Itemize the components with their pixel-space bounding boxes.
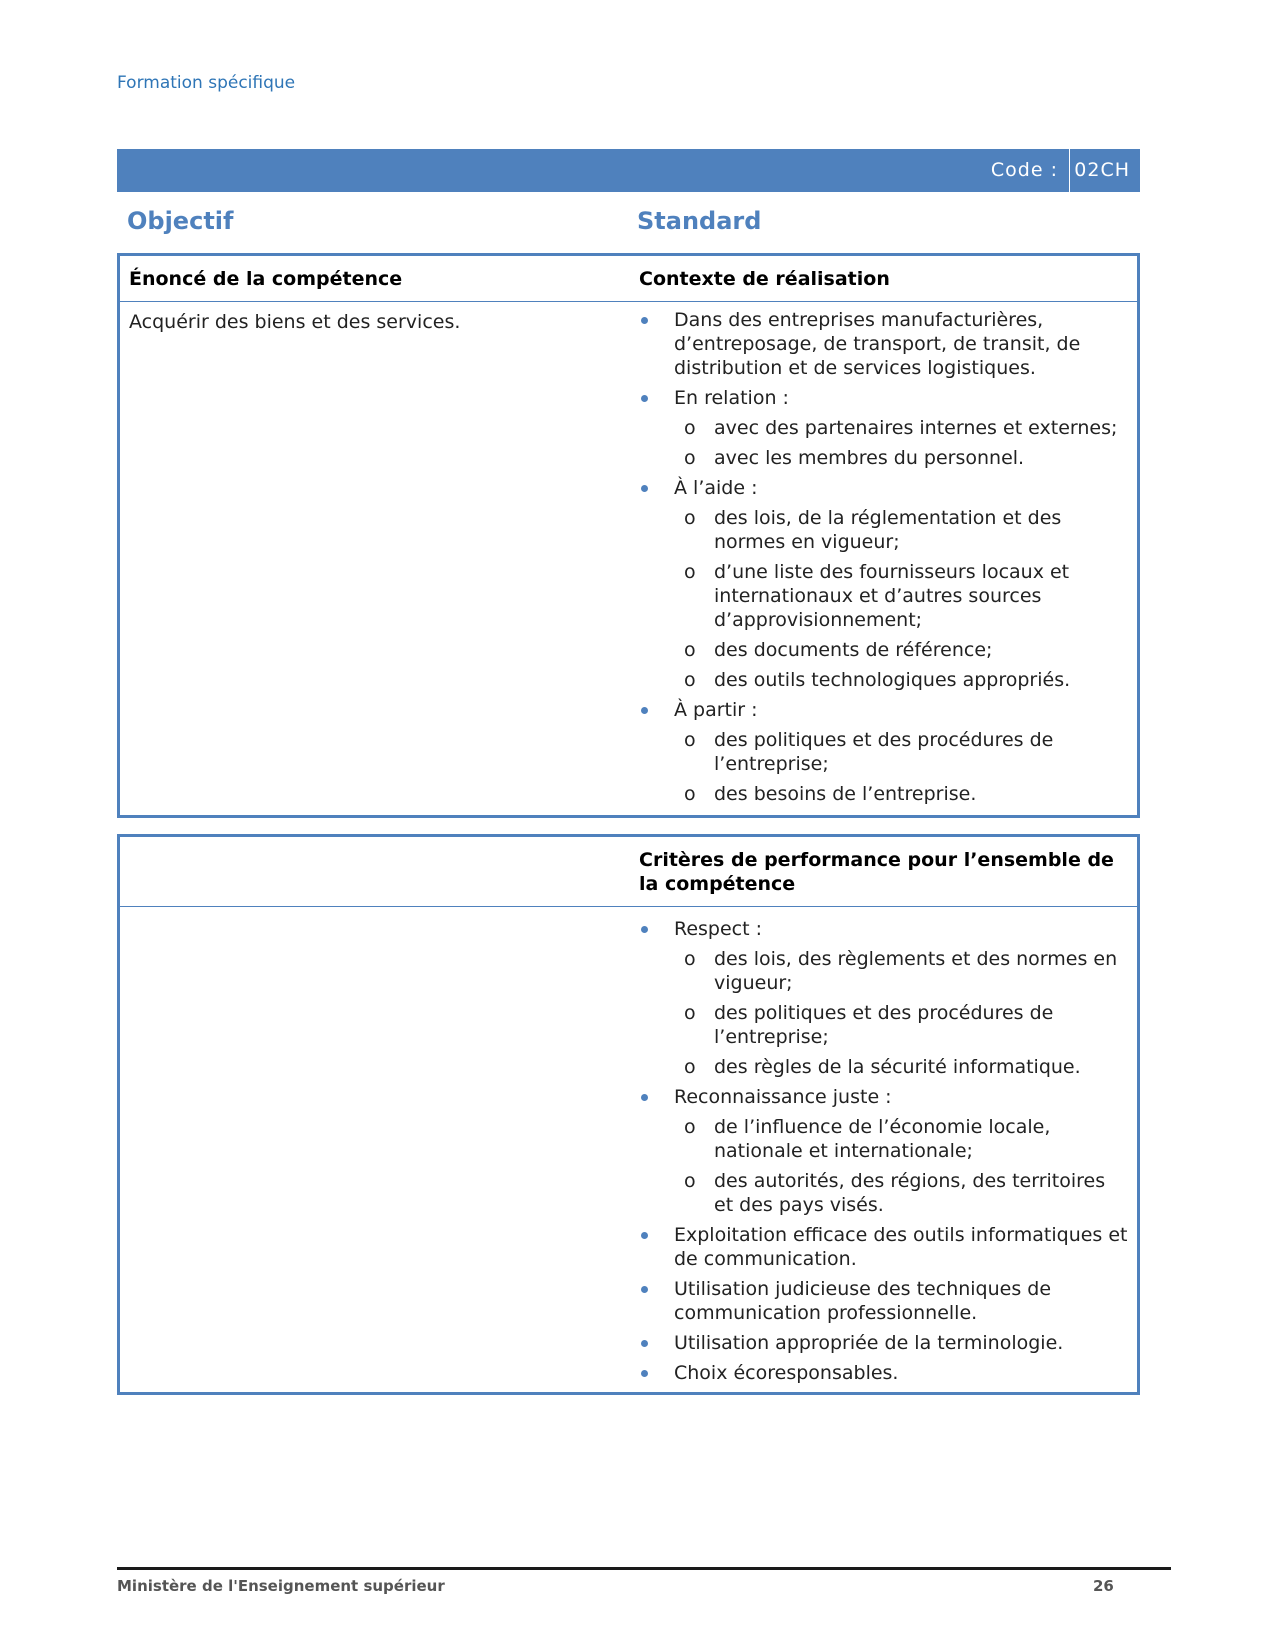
criteria-list bbox=[639, 917, 1129, 1391]
sub-list-item-text: des documents de référence; bbox=[714, 639, 993, 661]
sub-list-item-text: d’une liste des fournisseurs locaux et internationaux et d’autres sources d’approvisionnement; bbox=[714, 561, 1070, 631]
sub-bullet-marker: o bbox=[684, 507, 696, 529]
bullet-icon bbox=[641, 926, 648, 933]
list-item bbox=[639, 1361, 1129, 1385]
code-label: Code : bbox=[990, 159, 1058, 181]
objectif-title: Objectif bbox=[127, 207, 234, 235]
list-item bbox=[639, 698, 1129, 806]
bullet-icon bbox=[641, 707, 648, 714]
sub-list-item-text: de l’influence de l’économie locale, nationale et internationale; bbox=[714, 1116, 1051, 1162]
code-value: 02CH bbox=[1074, 159, 1130, 181]
bullet-icon bbox=[641, 1286, 648, 1293]
statement-header: Énoncé de la compétence bbox=[129, 268, 403, 290]
sub-list-item-text: des autorités, des régions, des territoires et des pays visés. bbox=[714, 1170, 1106, 1216]
sub-list-item-text: des lois, des règlements et des normes en vigueur; bbox=[714, 948, 1118, 994]
performance-criteria-table bbox=[117, 834, 1140, 1395]
sub-list-item bbox=[674, 1001, 1129, 1049]
sub-bullet-marker: o bbox=[684, 447, 696, 469]
sub-list-item bbox=[674, 416, 1129, 440]
bullet-icon bbox=[641, 1094, 648, 1101]
sub-bullet-marker: o bbox=[684, 1056, 696, 1078]
list-item-text: Respect : bbox=[674, 918, 763, 940]
sub-list-item bbox=[674, 668, 1129, 692]
sub-bullet-marker: o bbox=[684, 1002, 696, 1024]
sub-list-item-text: des outils technologiques appropriés. bbox=[714, 669, 1071, 691]
list-item bbox=[639, 308, 1129, 380]
bullet-icon bbox=[641, 1232, 648, 1239]
sub-bullet-marker: o bbox=[684, 729, 696, 751]
list-item bbox=[639, 386, 1129, 470]
list-item-text: Utilisation appropriée de la terminologie. bbox=[674, 1332, 1064, 1354]
sub-list-item-text: des besoins de l’entreprise. bbox=[714, 783, 977, 805]
list-item bbox=[639, 476, 1129, 692]
list-item bbox=[639, 1223, 1129, 1271]
bullet-icon bbox=[641, 395, 648, 402]
code-separator bbox=[1069, 149, 1070, 192]
list-item-text: Utilisation judicieuse des techniques de communication professionnelle. bbox=[674, 1278, 1052, 1324]
standard-title: Standard bbox=[637, 207, 762, 235]
bullet-icon bbox=[641, 1340, 648, 1347]
sub-list-item-text: avec des partenaires internes et externes; bbox=[714, 417, 1118, 439]
context-list bbox=[639, 308, 1129, 812]
list-item-text: Reconnaissance juste : bbox=[674, 1086, 892, 1108]
sub-bullet-marker: o bbox=[684, 1170, 696, 1192]
table-header-row bbox=[120, 256, 1137, 302]
sub-bullet-marker: o bbox=[684, 417, 696, 439]
list-item-text: À partir : bbox=[674, 699, 758, 721]
sub-bullet-marker: o bbox=[684, 669, 696, 691]
footer-ministry: Ministère de l'Enseignement supérieur bbox=[117, 1577, 445, 1595]
sub-list-item bbox=[674, 782, 1129, 806]
code-bar bbox=[117, 149, 1140, 192]
sub-bullet-marker: o bbox=[684, 561, 696, 583]
sub-list-item-text: des lois, de la réglementation et des normes en vigueur; bbox=[714, 507, 1062, 553]
page-number: 26 bbox=[1093, 1577, 1114, 1595]
list-item bbox=[639, 1277, 1129, 1325]
sub-list bbox=[674, 506, 1129, 692]
list-item-text: Choix écoresponsables. bbox=[674, 1362, 899, 1384]
list-item-text: Exploitation efficace des outils informatiques et de communication. bbox=[674, 1224, 1128, 1270]
sub-bullet-marker: o bbox=[684, 948, 696, 970]
competence-statement: Acquérir des biens et des services. bbox=[129, 311, 461, 333]
list-item bbox=[639, 917, 1129, 1079]
sub-list-item-text: des politiques et des procédures de l’entreprise; bbox=[714, 1002, 1054, 1048]
bullet-icon bbox=[641, 1370, 648, 1377]
sub-list-item bbox=[674, 446, 1129, 470]
bullet-icon bbox=[641, 317, 648, 324]
list-item-text: En relation : bbox=[674, 387, 789, 409]
sub-bullet-marker: o bbox=[684, 1116, 696, 1138]
sub-list bbox=[674, 1115, 1129, 1217]
sub-list-item bbox=[674, 638, 1129, 662]
sub-list-item bbox=[674, 506, 1129, 554]
list-item bbox=[639, 1085, 1129, 1217]
sub-bullet-marker: o bbox=[684, 783, 696, 805]
table-header-row bbox=[120, 837, 1137, 907]
sub-list-item bbox=[674, 1169, 1129, 1217]
bullet-icon bbox=[641, 485, 648, 492]
list-item-text: Dans des entreprises manufacturières, d’entreposage, de transport, de transit, de distribution et de services logistiques. bbox=[674, 309, 1081, 379]
sub-list bbox=[674, 947, 1129, 1079]
sub-list-item bbox=[674, 728, 1129, 776]
sub-bullet-marker: o bbox=[684, 639, 696, 661]
sub-list-item bbox=[674, 1115, 1129, 1163]
sub-list-item bbox=[674, 560, 1129, 632]
list-item bbox=[639, 1331, 1129, 1355]
sub-list-item-text: des règles de la sécurité informatique. bbox=[714, 1056, 1081, 1078]
criteria-header: Critères de performance pour l’ensemble de la compétence bbox=[639, 849, 1114, 895]
sub-list-item-text: avec les membres du personnel. bbox=[714, 447, 1025, 469]
running-head: Formation spécifique bbox=[117, 73, 296, 93]
context-header: Contexte de réalisation bbox=[639, 268, 890, 290]
competence-context-table bbox=[117, 253, 1140, 818]
list-item-text: À l’aide : bbox=[674, 477, 758, 499]
sub-list-item bbox=[674, 947, 1129, 995]
sub-list bbox=[674, 416, 1129, 470]
sub-list-item bbox=[674, 1055, 1129, 1079]
footer-rule bbox=[117, 1567, 1171, 1570]
sub-list bbox=[674, 728, 1129, 806]
sub-list-item-text: des politiques et des procédures de l’entreprise; bbox=[714, 729, 1054, 775]
